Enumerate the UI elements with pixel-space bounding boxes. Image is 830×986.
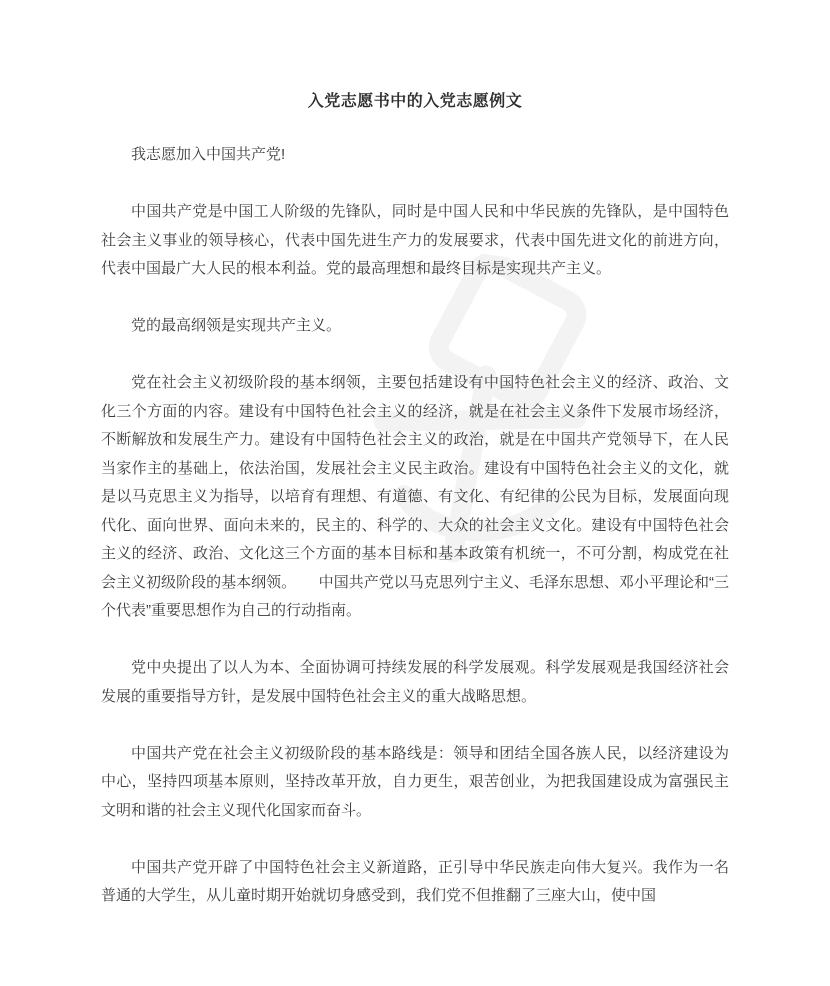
paragraph-party-nature: 中国共产党是中国工人阶级的先锋队，同时是中国人民和中华民族的先锋队，是中国特色社会主义事业的领导核心，代表中国先进生产力的发展要求，代表中国先进文化的前进方向，代表中国最广大人民的根本利益。党的最高理想和最终目标是实现共产主义。 xyxy=(101,203,729,277)
paragraph-pledge: 我志愿加入中国共产党! xyxy=(131,146,286,163)
paragraph-highest-program: 党的最高纲领是实现共产主义。 xyxy=(131,317,342,334)
paragraph-new-road: 中国共产党开辟了中国特色社会主义新道路，正引导中华民族走向伟大复兴。我作为一名普通的大学生，从儿童时期开始就切身感受到，我们党不但推翻了三座大山，使中国 xyxy=(101,858,729,904)
paragraph-basic-line: 中国共产党在社会主义初级阶段的基本路线是：领导和团结全国各族人民，以经济建设为中心，坚持四项基本原则，坚持改革开放，自力更生，艰苦创业，为把我国建设成为富强民主文明和谐的社会主义现代化国家而奋斗。 xyxy=(101,744,729,819)
document-title: 入党志愿书中的入党志愿例文 xyxy=(307,93,523,110)
paragraph-basic-program: 党在社会主义初级阶段的基本纲领，主要包括建设有中国特色社会主义的经济、政治、文化三个方面的内容。建设有中国特色社会主义的经济，就是在社会主义条件下发展市场经济，不断解放和发展生产力。建设有中国特色社会主义的政治，就是在中国共产党领导下，在人民当家作主的基础上，依法治国，发展社会主义民主政治。建设有中国特色社会主义的文化，就是以马克思主义为指导，以培育有理想、有道德、有文化、有纪律的公民为目标，发展面向现代化、面向世界、面向未来的，民主的、科学的、大众的社会主义文化。建设有中国特色社会主义的经济、政治、文化这三个方面的基本目标和基本政策有机统一，不可分割，构成党在社会主义初级阶段的基本纲领。 中国共产党以马克思列宁主义、毛泽东思想、邓小平理论和“三个代表”重要思想作为自己的行动指南。 xyxy=(101,374,729,619)
document-body xyxy=(101,141,729,911)
paragraph-scientific-outlook: 党中央提出了以人为本、全面协调可持续发展的科学发展观。科学发展观是我国经济社会发展的重要指导方针，是发展中国特色社会主义的重大战略思想。 xyxy=(101,659,729,705)
